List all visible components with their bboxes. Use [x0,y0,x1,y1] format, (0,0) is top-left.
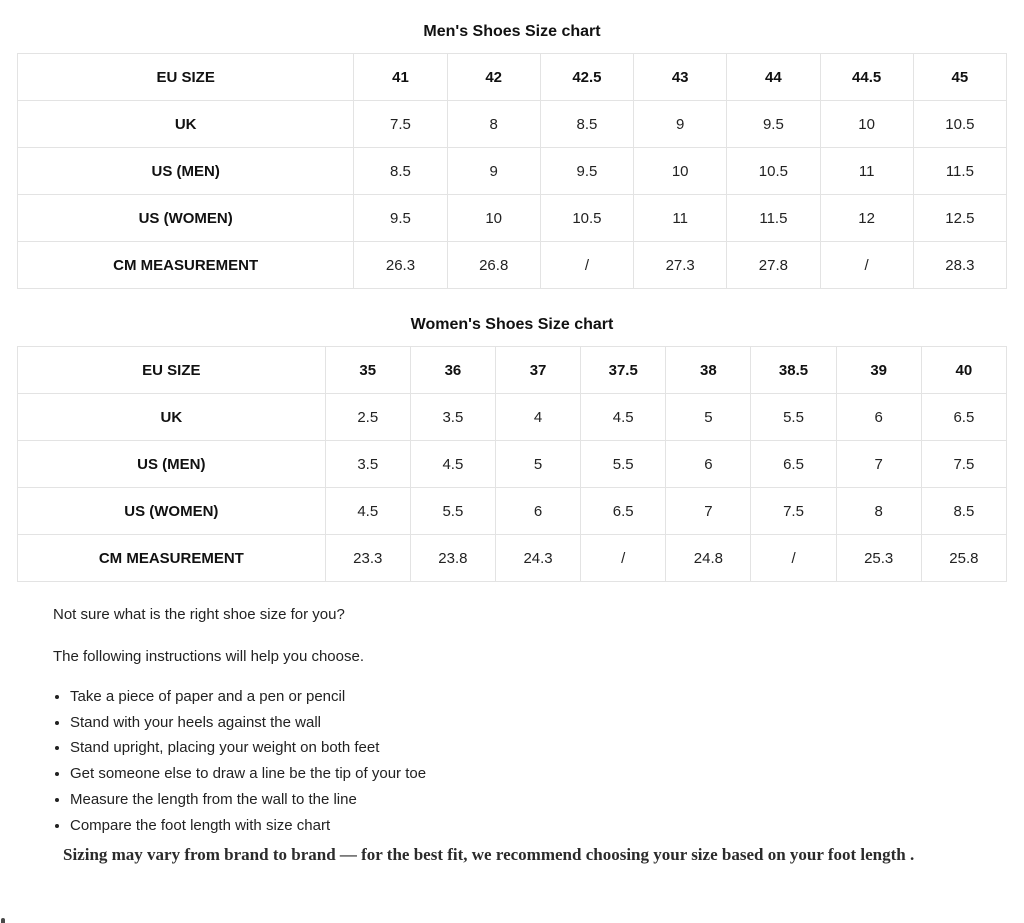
size-guide-page [0,22,1024,865]
size-cell: 37 [495,347,580,394]
size-cell: 11.5 [727,195,820,242]
table-row [18,195,1007,242]
size-cell: 4.5 [410,441,495,488]
womens-size-table [17,346,1007,582]
size-cell: 9.5 [727,101,820,148]
cutoff-fragment [1,918,5,923]
size-cell: 6.5 [581,488,666,535]
measuring-step: • Take a piece of paper and a pen or pencil [70,684,1007,710]
mens-size-table [17,53,1007,289]
size-cell: 25.8 [921,535,1006,582]
row-label: UK [18,101,354,148]
guide-intro-question: Not sure what is the right shoe size for you? [53,606,345,623]
size-cell: 41 [354,54,447,101]
size-cell: 2.5 [325,394,410,441]
size-cell: 39 [836,347,921,394]
size-cell: 7.5 [354,101,447,148]
size-cell: 10 [447,195,540,242]
measuring-steps-list [17,684,1007,838]
size-cell: 38.5 [751,347,836,394]
size-cell: 5 [666,394,751,441]
size-cell: 6.5 [751,441,836,488]
table-row [18,148,1007,195]
size-cell: 9.5 [540,148,633,195]
size-cell: 11 [820,148,913,195]
size-cell: 25.3 [836,535,921,582]
row-label: EU SIZE [18,347,326,394]
size-cell: 27.3 [634,242,727,289]
size-cell: 9 [447,148,540,195]
size-cell: 5.5 [751,394,836,441]
size-cell: 5.5 [581,441,666,488]
size-cell: 7.5 [921,441,1006,488]
size-cell: 8.5 [354,148,447,195]
table-row [18,441,1007,488]
size-cell: 44 [727,54,820,101]
mens-chart-title: Men's Shoes Size chart [423,23,601,40]
size-cell: 7 [666,488,751,535]
size-cell: 3.5 [410,394,495,441]
table-row [18,54,1007,101]
size-cell: 27.8 [727,242,820,289]
measuring-step: • Stand upright, placing your weight on both feet [70,735,1007,761]
size-cell: 6 [495,488,580,535]
size-cell: / [751,535,836,582]
row-label: US (WOMEN) [18,488,326,535]
table-row [18,488,1007,535]
size-cell: 45 [913,54,1006,101]
size-cell: 8 [447,101,540,148]
size-cell: 10 [820,101,913,148]
row-label: EU SIZE [18,54,354,101]
size-cell: 12.5 [913,195,1006,242]
size-cell: 12 [820,195,913,242]
measuring-step: • Compare the foot length with size chart [70,813,1007,839]
size-cell: 42.5 [540,54,633,101]
row-label: UK [18,394,326,441]
size-cell: 43 [634,54,727,101]
table-row [18,101,1007,148]
size-cell: 8.5 [921,488,1006,535]
womens-size-table-body [18,347,1007,582]
table-row [18,535,1007,582]
measuring-step: • Get someone else to draw a line be the tip of your toe [70,761,1007,787]
table-row [18,242,1007,289]
size-cell: 5.5 [410,488,495,535]
mens-size-table-body [18,54,1007,289]
measuring-step: • Stand with your heels against the wall [70,710,1007,736]
size-cell: 23.3 [325,535,410,582]
size-cell: 11 [634,195,727,242]
row-label: US (MEN) [18,441,326,488]
size-cell: 26.3 [354,242,447,289]
size-cell: 38 [666,347,751,394]
size-cell: 8.5 [540,101,633,148]
size-cell: 37.5 [581,347,666,394]
brand-sizing-note: Sizing may vary from brand to brand — for the best fit, we recommend choosing your size based on your foot length . [63,845,915,865]
size-cell: / [820,242,913,289]
size-cell: 23.8 [410,535,495,582]
row-label: US (WOMEN) [18,195,354,242]
womens-chart-title: Women's Shoes Size chart [410,316,614,333]
size-cell: 26.8 [447,242,540,289]
size-cell: 7.5 [751,488,836,535]
row-label: CM MEASUREMENT [18,535,326,582]
size-cell: 9.5 [354,195,447,242]
guide-intro-help: The following instructions will help you choose. [53,648,364,665]
table-row [18,347,1007,394]
size-cell: 8 [836,488,921,535]
size-cell: 6 [666,441,751,488]
size-cell: 9 [634,101,727,148]
size-cell: 42 [447,54,540,101]
size-cell: 10.5 [727,148,820,195]
size-cell: 24.3 [495,535,580,582]
size-cell: 10.5 [913,101,1006,148]
size-cell: 4 [495,394,580,441]
size-cell: 4.5 [325,488,410,535]
size-cell: 24.8 [666,535,751,582]
size-cell: 6 [836,394,921,441]
size-cell: 5 [495,441,580,488]
size-cell: 10.5 [540,195,633,242]
size-cell: 35 [325,347,410,394]
table-row [18,394,1007,441]
size-cell: 40 [921,347,1006,394]
size-cell: 3.5 [325,441,410,488]
size-cell: / [540,242,633,289]
size-cell: 10 [634,148,727,195]
measuring-step: • Measure the length from the wall to the line [70,787,1007,813]
size-cell: 11.5 [913,148,1006,195]
size-cell: / [581,535,666,582]
size-cell: 6.5 [921,394,1006,441]
size-cell: 28.3 [913,242,1006,289]
row-label: US (MEN) [18,148,354,195]
size-cell: 7 [836,441,921,488]
size-cell: 36 [410,347,495,394]
row-label: CM MEASUREMENT [18,242,354,289]
size-cell: 4.5 [581,394,666,441]
size-cell: 44.5 [820,54,913,101]
